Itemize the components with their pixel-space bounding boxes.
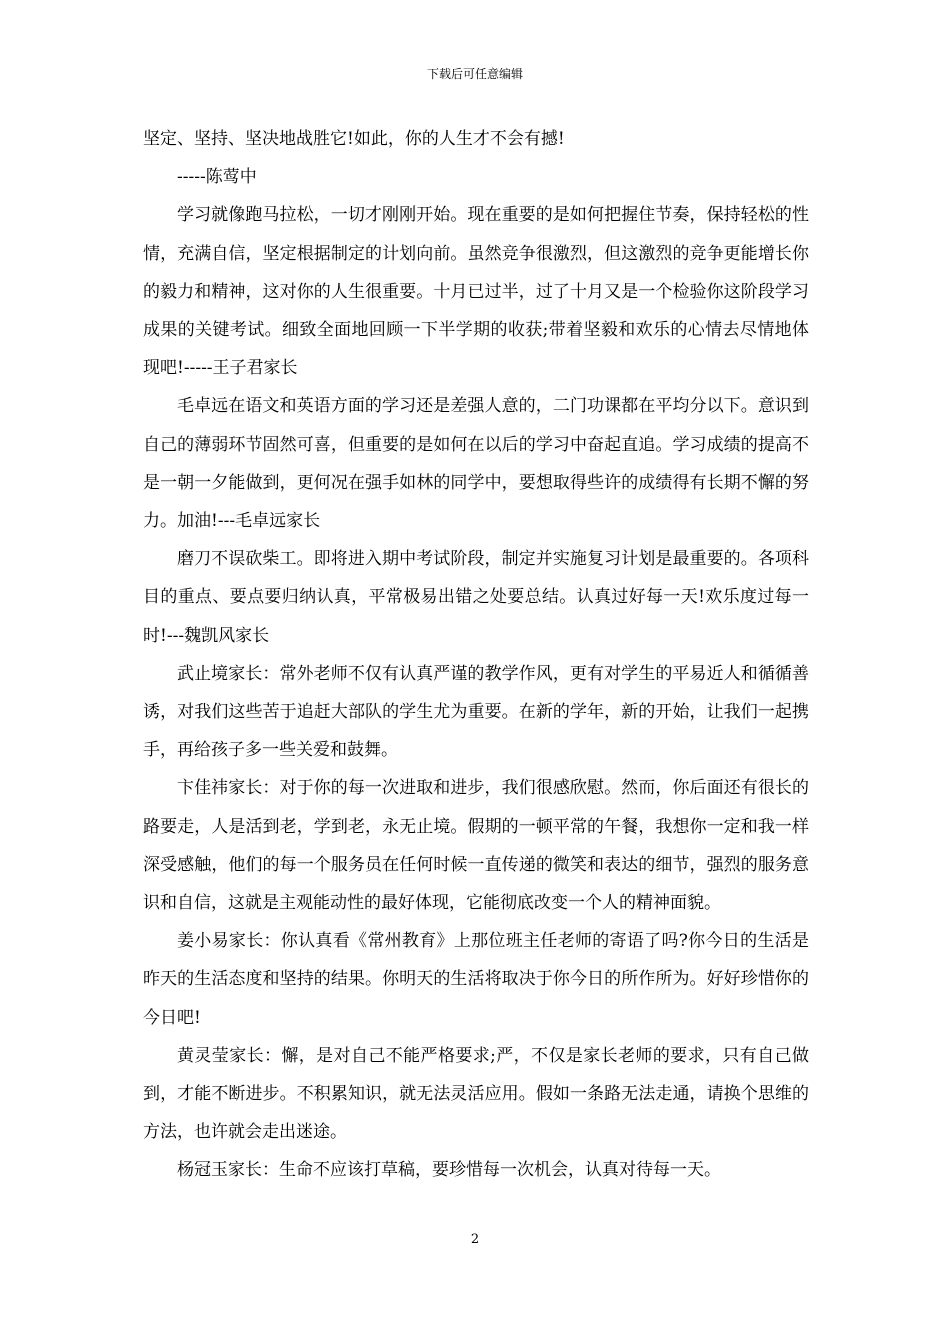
document-body: [143, 120, 809, 1190]
paragraph: 武止境家长：常外老师不仅有认真严谨的教学作风，更有对学生的平易近人和循循善诱，对我们这些苦于追赶大部队的学生尤为重要。在新的学年，新的开始，让我们一起携手，再给孩子多一些关爱和鼓舞。: [143, 663, 809, 761]
paragraph: 杨冠玉家长：生命不应该打草稿，要珍惜每一次机会，认真对待每一天。: [177, 1160, 721, 1181]
page-header: 下载后可任意编辑: [426, 67, 523, 81]
paragraph-continuation: 坚定、坚持、坚决地战胜它!如此，你的人生才不会有撼!: [143, 129, 565, 149]
paragraph: 卞佳祎家长：对于你的每一次进取和进步，我们很感欣慰。然而，你后面还有很长的路要走，人是活到老，学到老，永无止境。假期的一顿平常的午餐，我想你一定和我一样深受感触，他们的每一个服务员在任何时候一直传递的微笑和表达的细节，强烈的服务意识和自信，这就是主观能动性的最好体现，它能彻底改变一个人的精神面貌。: [143, 778, 809, 914]
paragraph: 毛卓远在语文和英语方面的学习还是差强人意的，二门功课都在平均分以下。意识到自己的薄弱环节固然可喜，但重要的是如何在以后的学习中奋起直追。学习成绩的提高不是一朝一夕能做到，更何况在强手如林的同学中，要想取得些许的成绩得有长期不懈的努力。加油!---毛卓远家长: [143, 396, 809, 532]
page-number: 2: [470, 1232, 480, 1247]
paragraph: 学习就像跑马拉松，一切才刚刚开始。现在重要的是如何把握住节奏，保持轻松的性情，充满自信，坚定根据制定的计划向前。虽然竞争很激烈，但这激烈的竞争更能增长你的毅力和精神，这对你的人生很重要。十月已过半，过了十月又是一个检验你这阶段学习成果的关键考试。细致全面地回顾一下半学期的收获;带着坚毅和欢乐的心情去尽情地体现吧!-----王子君家长: [143, 205, 809, 379]
paragraph: 姜小易家长：你认真看《常州教育》上那位班主任老师的寄语了吗?你今日的生活是昨天的生活态度和坚持的结果。你明天的生活将取决于你今日的所作所为。好好珍惜你的今日吧!: [143, 931, 809, 1028]
paragraph: 黄灵莹家长：懈，是对自己不能严格要求;严，不仅是家长老师的要求，只有自己做到，才能不断进步。不积累知识，就无法灵活应用。假如一条路无法走通，请换个思维的方法，也许就会走出迷途。: [143, 1045, 809, 1143]
paragraph: 磨刀不误砍柴工。即将进入期中考试阶段，制定并实施复习计划是最重要的。各项科目的重点、要点要归纳认真，平常极易出错之处要总结。认真过好每一天!欢乐度过每一时!---魏凯风家长: [143, 549, 809, 646]
paragraph-signature: -----陈莺中: [177, 167, 257, 188]
